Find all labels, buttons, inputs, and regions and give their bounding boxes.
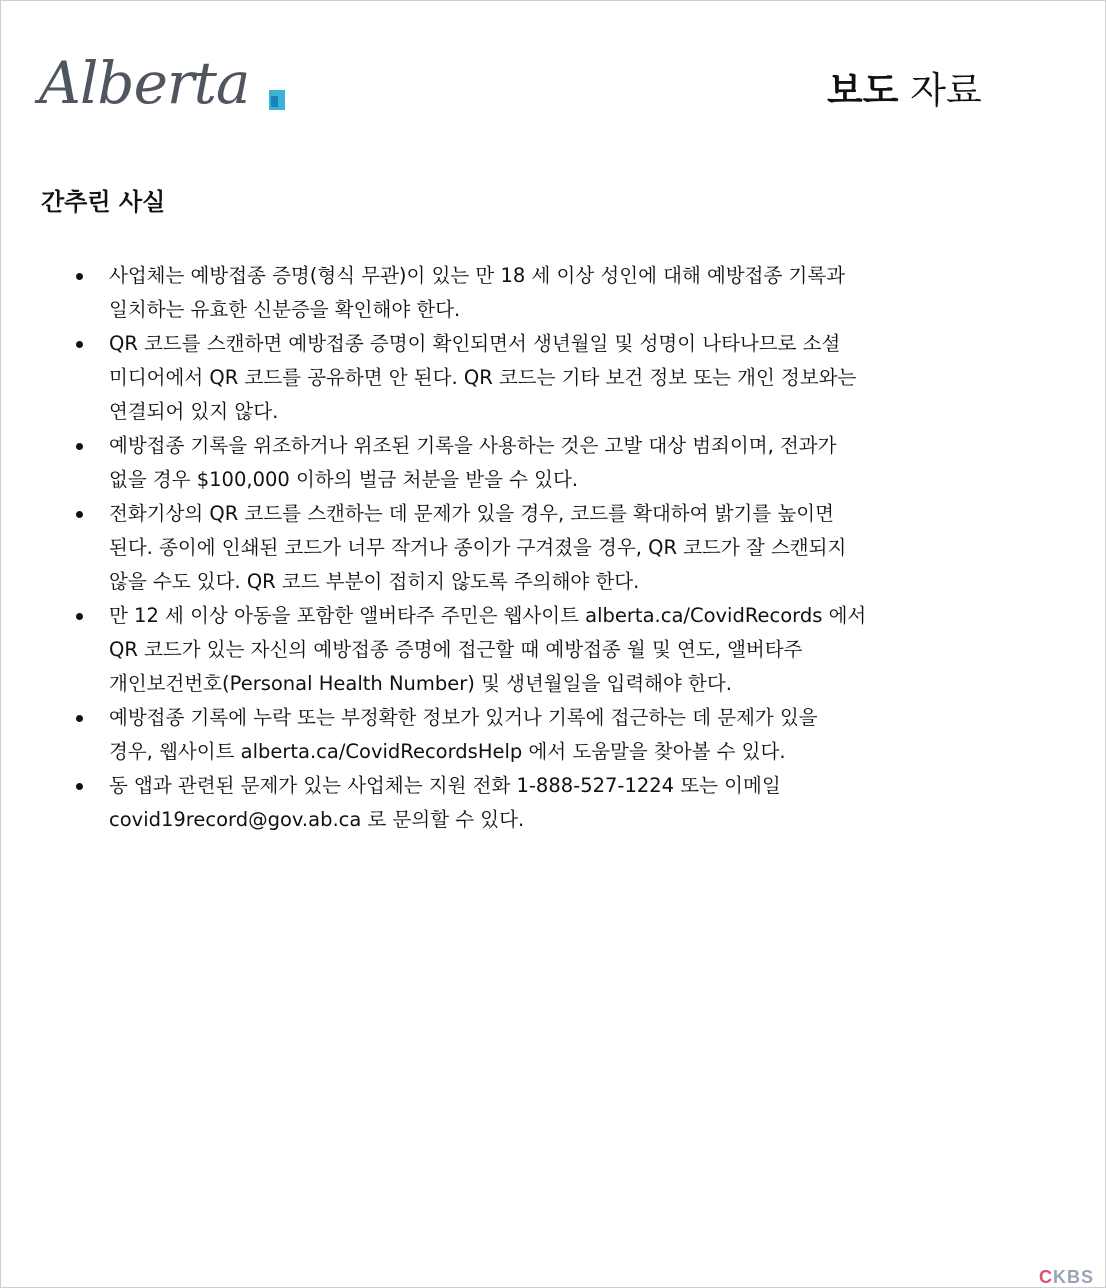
fact-line: 전화기상의 QR 코드를 스캔하는 데 문제가 있을 경우, 코드를 확대하여 밝기를 높이면: [109, 502, 834, 525]
fact-line: 사업체는 예방접종 증명(형식 무관)이 있는 만 18 세 이상 성인에 대해 예방접종 기록과: [109, 264, 846, 287]
bullet-dot-icon: [76, 783, 83, 790]
alberta-logo-wordmark: Alberta: [39, 49, 250, 117]
document-type-bold: 보도: [827, 69, 899, 112]
fact-line: 연결되어 있지 않다.: [109, 400, 279, 423]
watermark-rest: KBS: [1052, 1267, 1094, 1287]
fact-list-item: [71, 701, 1021, 769]
section-title: 간추린 사실: [41, 188, 166, 216]
fact-list-item: [71, 259, 1021, 327]
fact-list-item: [71, 327, 1021, 429]
bullet-dot-icon: [76, 511, 83, 518]
fact-list-item: [71, 769, 1021, 837]
fact-line: 동 앱과 관련된 문제가 있는 사업체는 지원 전화 1-888-527-1224 또는 이메일: [109, 774, 781, 797]
fact-line: QR 코드가 있는 자신의 예방접종 증명에 접근할 때 예방접종 월 및 연도, 앨버타주: [109, 638, 803, 661]
document-type-rest: 자료: [898, 69, 982, 112]
fact-line: 없을 경우 $100,000 이하의 벌금 처분을 받을 수 있다.: [109, 468, 579, 491]
fact-list-item: [71, 429, 1021, 497]
fact-line: 경우, 웹사이트 alberta.ca/CovidRecordsHelp 에서 도움말을 찾아볼 수 있다.: [109, 740, 786, 763]
fact-line: 만 12 세 이상 아동을 포함한 앨버타주 주민은 웹사이트 alberta.ca/CovidRecords 에서: [109, 604, 867, 627]
fact-line: 예방접종 기록에 누락 또는 부정확한 정보가 있거나 기록에 접근하는 데 문제가 있을: [109, 706, 818, 729]
fact-line: QR 코드를 스캔하면 예방접종 증명이 확인되면서 생년월일 및 성명이 나타나므로 소셜: [109, 332, 841, 355]
bullet-dot-icon: [76, 715, 83, 722]
fact-list: [71, 259, 1021, 837]
fact-list-item: [71, 599, 1021, 701]
alberta-logo-mark-inner: [271, 96, 278, 107]
fact-line: 않을 수도 있다. QR 코드 부분이 접히지 않도록 주의해야 한다.: [109, 570, 640, 593]
fact-line: 일치하는 유효한 신분증을 확인해야 한다.: [109, 298, 461, 321]
fact-line: 개인보건번호(Personal Health Number) 및 생년월일을 입력해야 한다.: [109, 672, 732, 695]
alberta-logo: [39, 47, 289, 129]
fact-line: covid19record@gov.ab.ca 로 문의할 수 있다.: [109, 808, 525, 831]
fact-line: 미디어에서 QR 코드를 공유하면 안 된다. QR 코드는 기타 보건 정보 또는 개인 정보와는: [109, 366, 857, 389]
document-type-heading: [827, 69, 982, 113]
fact-line: 예방접종 기록을 위조하거나 위조된 기록을 사용하는 것은 고발 대상 범죄이며, 전과가: [109, 434, 837, 457]
alberta-logo-mark-icon: [269, 90, 285, 110]
bullet-dot-icon: [76, 443, 83, 450]
fact-line: 된다. 종이에 인쇄된 코드가 너무 작거나 종이가 구겨졌을 경우, QR 코드가 잘 스캔되지: [109, 536, 847, 559]
bullet-dot-icon: [76, 613, 83, 620]
fact-list-item: [71, 497, 1021, 599]
bullet-dot-icon: [76, 273, 83, 280]
watermark-c: C: [1038, 1267, 1053, 1287]
watermark: [1039, 1266, 1094, 1288]
bullet-dot-icon: [76, 341, 83, 348]
